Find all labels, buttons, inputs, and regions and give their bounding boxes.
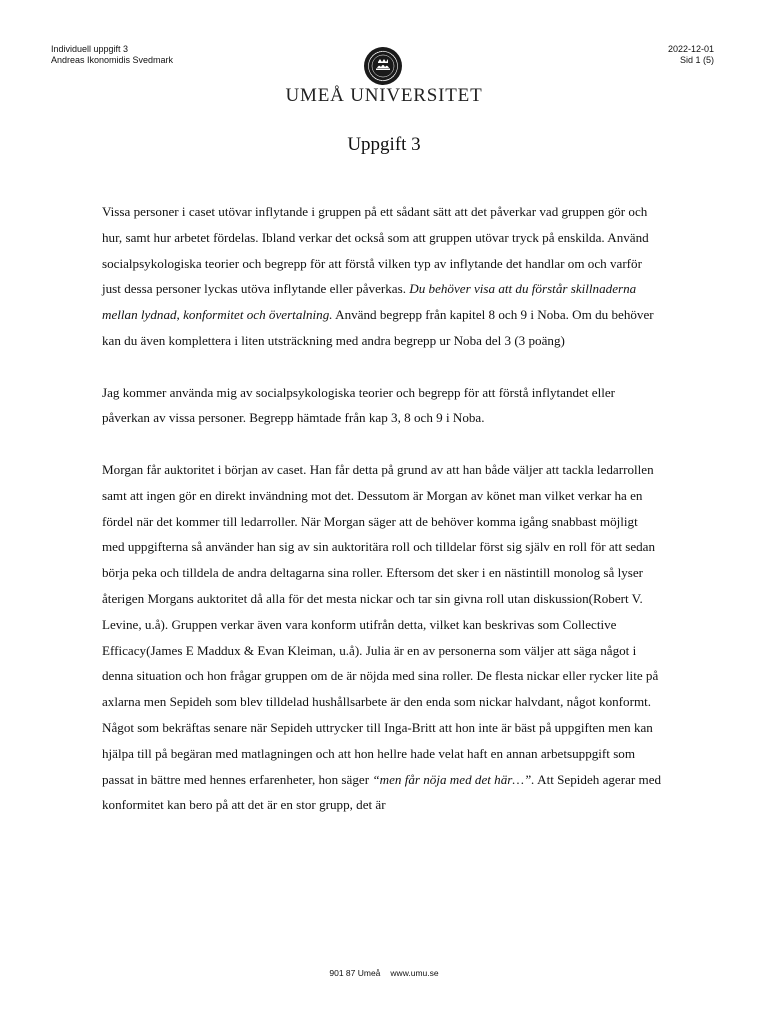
footer-url: www.umu.se: [390, 968, 439, 978]
university-wordmark: UMEÅ UNIVERSITET: [285, 85, 483, 106]
emphasized-instruction: Du behöver visa att du förstår skillnaderna mellan lydnad, konformitet och övertalning.: [102, 281, 637, 323]
document-body: [102, 199, 662, 844]
intro-paragraph: Jag kommer använda mig av socialpsykologiska teorier och begrepp för att förstå inflytandet eller påverkan av vissa personer. Begrepp hämtade från kap 3, 8 och 9 i Noba.: [102, 384, 616, 426]
analysis-paragraph: Morgan får auktoritet i början av caset. Han får detta på grund av att han både väljer att tackla ledarrollen samt att ingen gör en direkt invändning mot det. Dessutom är Morgan av könet man vilket verkar ha en fördel när det kommer till ledarroller. När Morgan säger att de behöver komma igång snabbast möjligt med uppgifterna så använder han sig av sin auktoritära roll och tilldelar först sig själv en roll för att sedan börja peka och tilldela de andra deltagarna sina roller. Eftersom det sker i en nästintill monolog så lyser återigen Morgans auktoritet då alla för det mesta nickar och tar sin givna roll utan diskussion(Robert V. Levine, u.å). Gruppen verkar även vara konform utifrån detta, vilket kan beskrivas som Collective Efficacy(James E Maddux & Evan Kleiman, u.å). Julia är en av personerna som väljer att säga något i denna situation och hon frågar gruppen om de är nöjda med sina roller. De flesta nickar eller rycker lite på axlarna men Sepideh som blev tilldelad hushållsarbete är den enda som nickar halvdant, något konformt. Något som bekräftas senare när Sepideh uttrycker till Inga-Britt att hon inte är bäst på uppgiften men kan hjälpa till på begäran med matlagningen och att hon hellre hade velat haft en annan arbetsuppgift som passat in bättre med hennes erfarenheter, hon säger “men får nöja med det här…”. Att Sepideh agerar med konformitet kan bero på att det är en stor grupp, det är: [102, 461, 662, 813]
page-title: Uppgift 3: [347, 134, 421, 155]
document-date: 2022-12-01: [667, 44, 714, 54]
footer-address: 901 87 Umeå: [329, 968, 381, 978]
document-header-right: [668, 44, 714, 65]
university-seal-logo: [363, 46, 403, 86]
page-number: Sid 1 (5): [679, 54, 714, 65]
author-name: Andreas Ikonomidis Svedmark: [51, 54, 174, 65]
document-footer: [0, 968, 768, 978]
quoted-statement: “men får nöja med det här…”.: [372, 771, 535, 787]
assignment-name: Individuell uppgift 3: [51, 44, 129, 54]
assignment-question-paragraph: Vissa personer i caset utövar inflytande i gruppen på ett sådant sätt att det påverkar vad gruppen gör och hur, samt hur arbetet fördelas. Ibland verkar det också som att gruppen utövar tryck på enskilda. Använd socialpsykologiska teorier och begrepp för att förstå vilken typ av inflytande det handlar om och varför just dessa personer lyckas utöva inflytande eller påverkas. Du behöver visa att du förstår skillnaderna mellan lydnad, konformitet och övertalning. Använd begrepp från kapitel 8 och 9 i Noba. Om du behöver kan du även komplettera i liten utsträckning med andra begrepp ur Noba del 3 (3 poäng): [102, 204, 654, 348]
document-header-left: [51, 44, 173, 65]
